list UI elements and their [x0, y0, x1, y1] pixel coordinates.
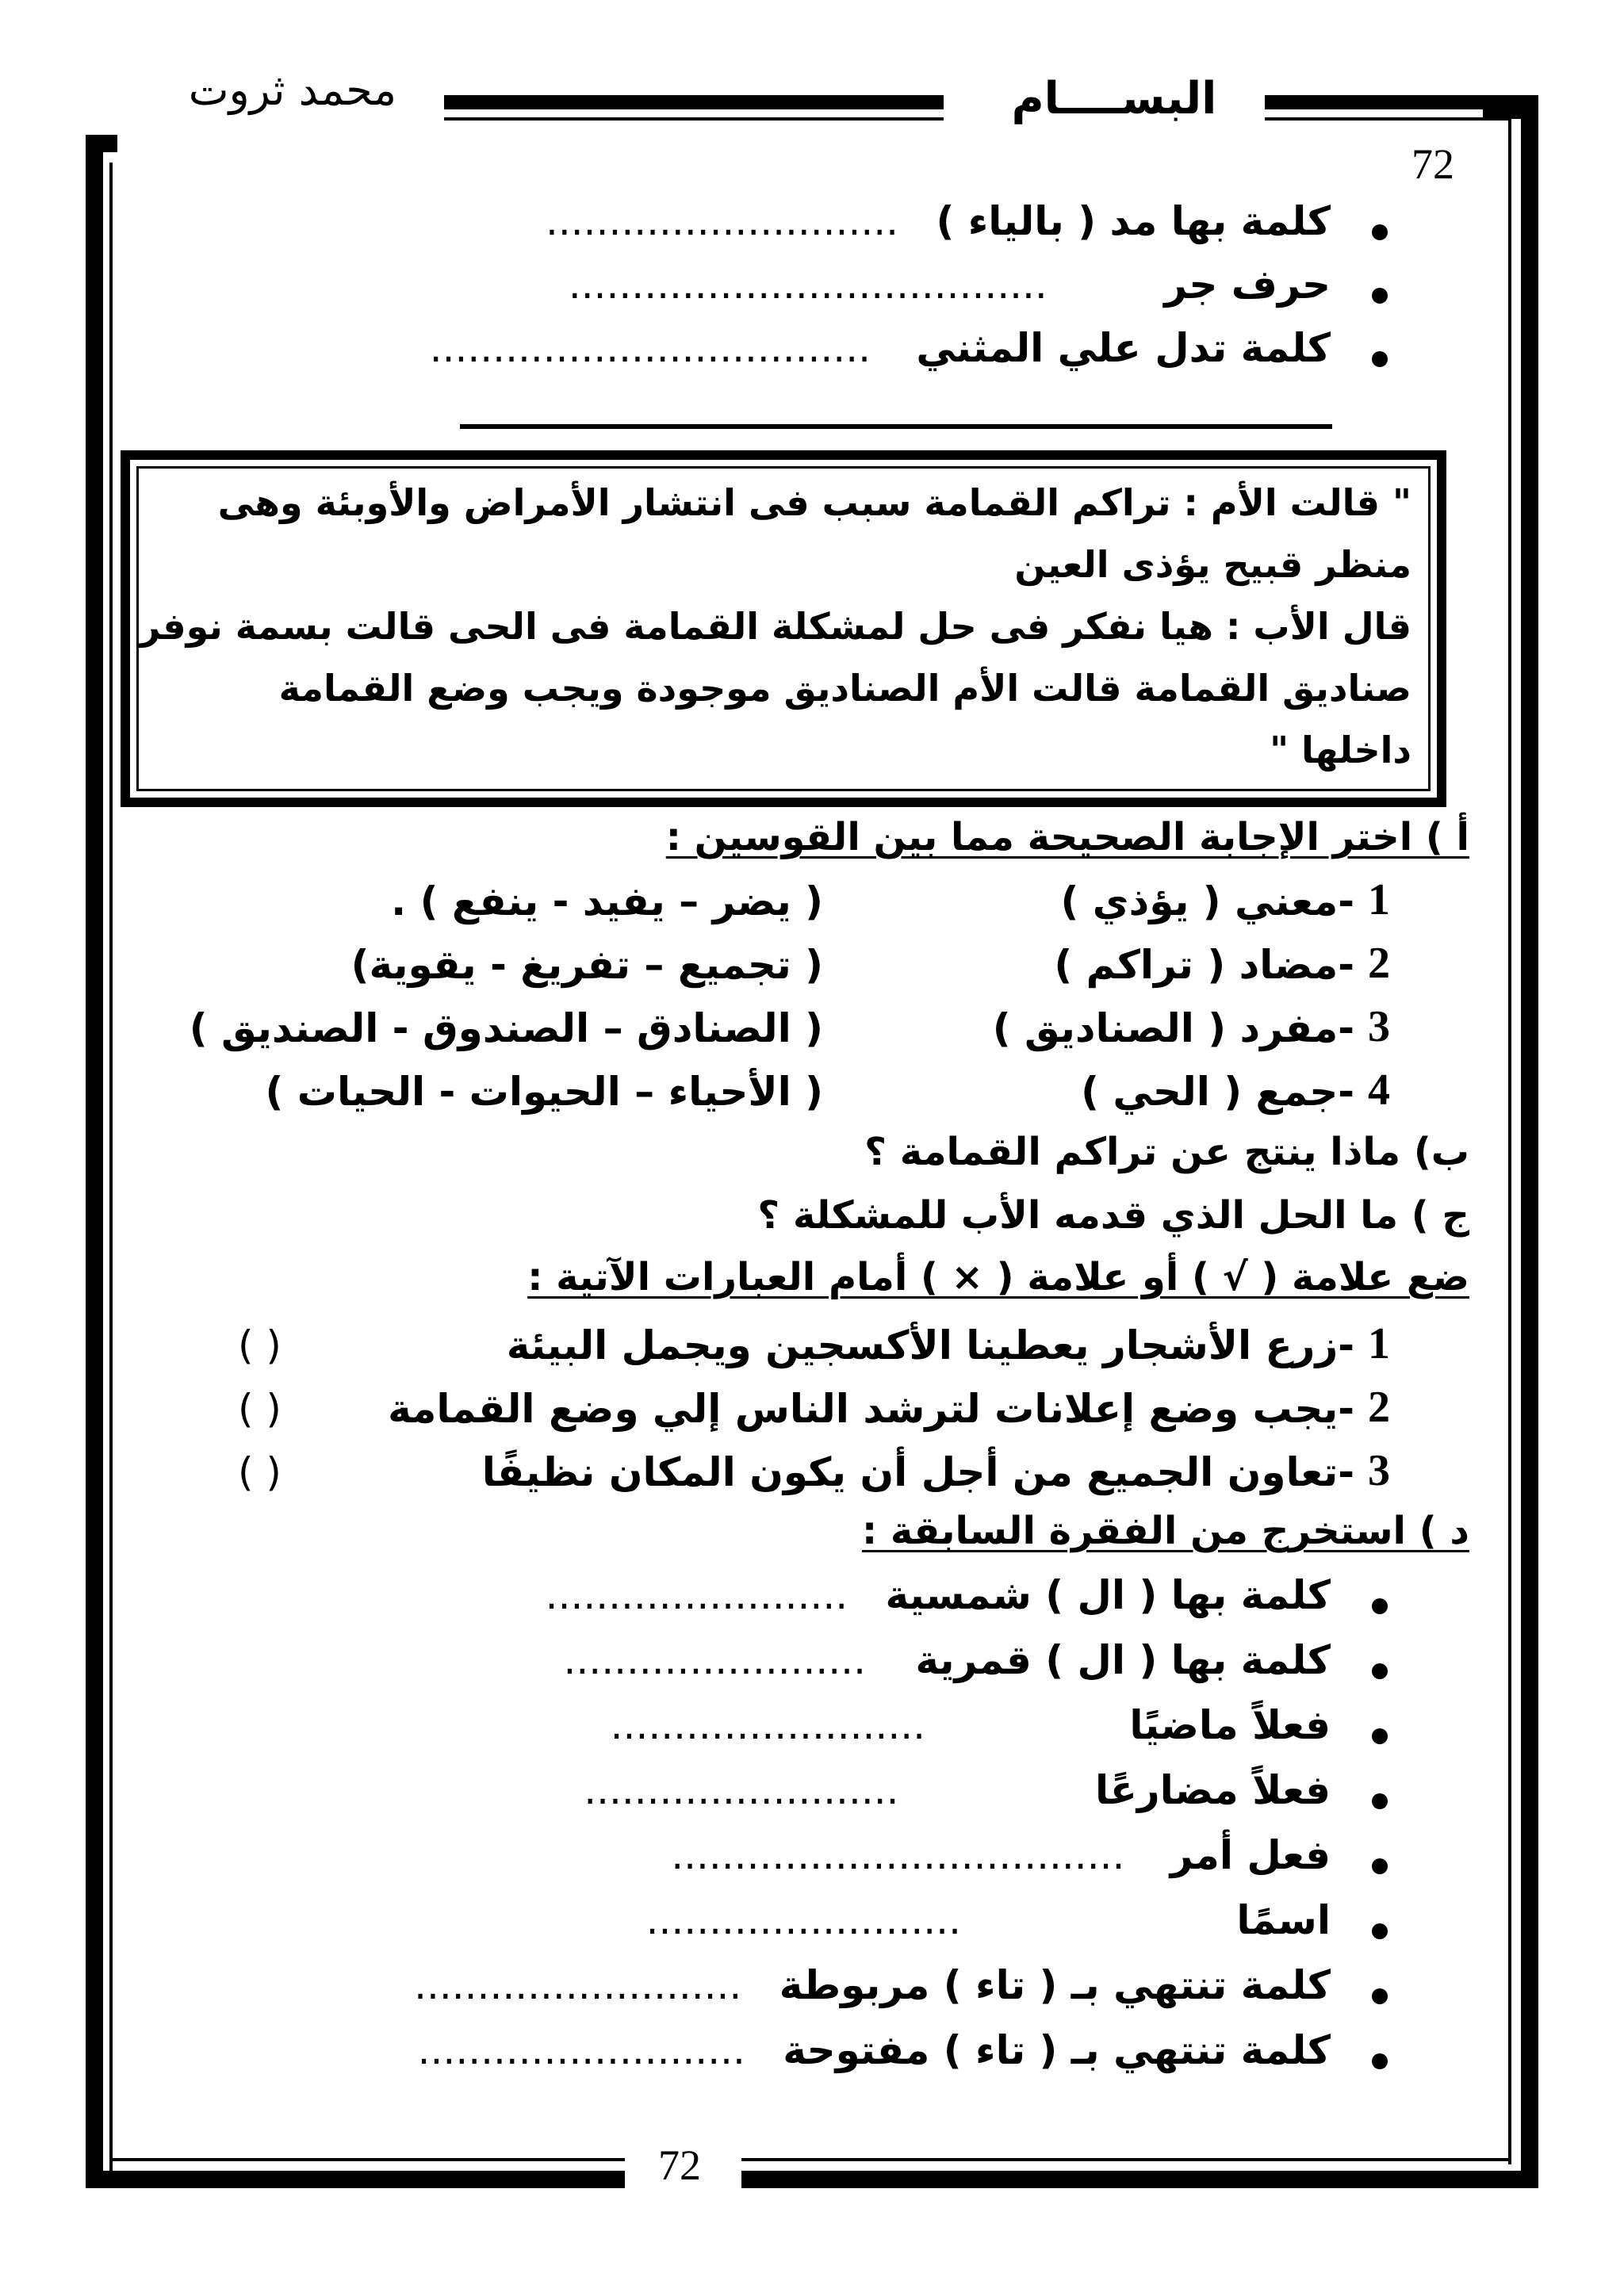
header-title: البســــام [1011, 73, 1217, 124]
item-label: كلمة تنتهي بـ ( تاء ) مفتوحة [783, 2027, 1331, 2073]
frame-left-thin [109, 163, 113, 2172]
answer-brackets[interactable]: ( ) [238, 1449, 282, 1495]
frame-left-thick [86, 151, 103, 2188]
item-blank: ......................... [610, 1702, 925, 1748]
item-choices: ( الأحياء – الحيوات - الحيات ) [265, 1069, 823, 1115]
item-word: -مضاد ( تراكم ) [1054, 942, 1354, 988]
item-label: كلمة بها ( ال ) قمرية [915, 1637, 1331, 1683]
item-number: 1 [1368, 875, 1390, 924]
item-blank: ................................... [429, 325, 871, 371]
item-label: فعلاً ماضيًا [1129, 1702, 1331, 1748]
frame-top-left-stub [86, 135, 117, 152]
item-label: حرف جر [1164, 262, 1331, 308]
item-label: فعل أمر [1170, 1832, 1331, 1878]
item-label: اسمًا [1236, 1897, 1331, 1943]
item-choices: ( تجميع – تفريغ - يقوية) [350, 942, 823, 988]
item-blank: ...................................... [568, 262, 1048, 308]
passage-line: داخلها " [1270, 729, 1411, 771]
list-item [611, 1702, 1331, 1748]
bullet-icon [1372, 288, 1388, 304]
header-rule-left-thick [444, 95, 944, 109]
list-item [414, 1962, 1331, 2008]
heading-text: ضع علامة ( √ ) أو علامة ( × ) أمام العبارات الآتية : [527, 1255, 1469, 1299]
item-word: -جمع ( الحي ) [1081, 1069, 1354, 1115]
passage-line: منظر قبيح يؤذى العين [1014, 543, 1411, 586]
frame-bottom-right-thin [741, 2158, 1511, 2161]
page-number-bottom: 72 [658, 2141, 701, 2189]
list-item [418, 2027, 1331, 2073]
item-number: 3 [1368, 1446, 1390, 1495]
frame-right-thin [1508, 119, 1511, 2164]
list-item [546, 1572, 1331, 1618]
item-label: فعلاً مضارعًا [1094, 1767, 1331, 1813]
header-rule-left-thin [444, 117, 944, 121]
passage-line: " قالت الأم : تراكم القمامة سبب فى انتشار الأمراض والأوبئة وهى [217, 481, 1411, 524]
item-blank: .......................... [417, 2027, 745, 2073]
item-number: 2 [1368, 1383, 1390, 1432]
passage-line: صناديق القمامة قالت الأم الصناديق موجودة ويجب وضع القمامة [278, 667, 1411, 710]
bullet-icon [1372, 2053, 1388, 2069]
item-number: 1 [1368, 1319, 1390, 1368]
heading-text: أ ) اختر الإجابة الصحيحة مما بين القوسين : [665, 815, 1469, 859]
item-word: -مفرد ( الصناديق ) [992, 1005, 1354, 1051]
header-author: محمد ثروت [188, 65, 396, 115]
item-choices: ( يضر – يفيد - ينفع ) . [391, 878, 823, 924]
heading-text: د ) استخرج من الفقرة السابقة : [861, 1509, 1469, 1553]
answer-brackets[interactable]: ( ) [238, 1322, 282, 1368]
bullet-icon [1372, 351, 1388, 367]
bullet-icon [1372, 1793, 1388, 1809]
item-blank: ........................ [563, 1637, 866, 1683]
section-divider [460, 424, 1332, 429]
page-number-top: 72 [1411, 140, 1454, 188]
question-d-heading [862, 1509, 1469, 1553]
item-blank: ......................... [584, 1767, 899, 1813]
list-item [546, 198, 1331, 244]
statement-text: -زرع الأشجار يعطينا الأكسجين ويجمل البيئة [506, 1322, 1354, 1368]
frame-bottom-left-thin [109, 2158, 625, 2161]
list-item [584, 1767, 1331, 1813]
question-a-heading [666, 815, 1469, 859]
passage-line: قال الأب : هيا نفكر فى حل لمشكلة القمامة فى الحى قالت بسمة نوفر [139, 605, 1411, 648]
bullet-icon [1372, 224, 1388, 240]
frame-right-thick [1521, 119, 1538, 2188]
header-rule-right-thin [1265, 117, 1511, 121]
item-blank: ............................ [546, 198, 899, 244]
statement-text: -يجب وضع إعلانات لترشد الناس إلي وضع القمامة [388, 1386, 1354, 1432]
list-item [646, 1897, 1331, 1943]
item-label: كلمة تدل علي المثني [916, 325, 1331, 371]
frame-bottom-left-thick [86, 2171, 625, 2188]
item-number: 3 [1368, 1002, 1390, 1051]
item-label: كلمة بها ( ال ) شمسية [885, 1572, 1331, 1618]
question-c: ج ) ما الحل الذي قدمه الأب للمشكلة ؟ [757, 1193, 1469, 1238]
item-word: -معني ( يؤذي ) [1060, 878, 1354, 924]
statement-text: -تعاون الجميع من أجل أن يكون المكان نظيفًا [481, 1449, 1354, 1495]
item-label: كلمة بها مد ( بالياء ) [936, 198, 1331, 244]
item-choices: ( الصنادق – الصندوق - الصنديق ) [189, 1005, 823, 1051]
question-b: ب) ماذا ينتج عن تراكم القمامة ؟ [864, 1130, 1469, 1174]
item-blank: .................................... [671, 1832, 1125, 1878]
passage-text [139, 472, 1411, 781]
answer-brackets[interactable]: ( ) [238, 1386, 282, 1432]
bullet-icon [1372, 1988, 1388, 2004]
list-item [671, 1832, 1331, 1878]
item-label: كلمة تنتهي بـ ( تاء ) مربوطة [779, 1962, 1331, 2008]
header-rule-right-thick [1265, 95, 1538, 109]
bullet-icon [1372, 1663, 1388, 1679]
item-blank: .......................... [414, 1962, 742, 2008]
item-number: 4 [1368, 1066, 1390, 1115]
bullet-icon [1372, 1598, 1388, 1614]
list-item [564, 1637, 1331, 1683]
item-blank: ......................... [645, 1897, 961, 1943]
list-item [569, 262, 1331, 308]
bullet-icon [1372, 1728, 1388, 1744]
item-number: 2 [1368, 939, 1390, 988]
bullet-icon [1372, 1858, 1388, 1874]
item-blank: ........................ [545, 1572, 848, 1618]
frame-bottom-right-thick [741, 2171, 1538, 2188]
list-item [430, 325, 1331, 371]
question-tick-heading [527, 1255, 1469, 1299]
bullet-icon [1372, 1923, 1388, 1939]
